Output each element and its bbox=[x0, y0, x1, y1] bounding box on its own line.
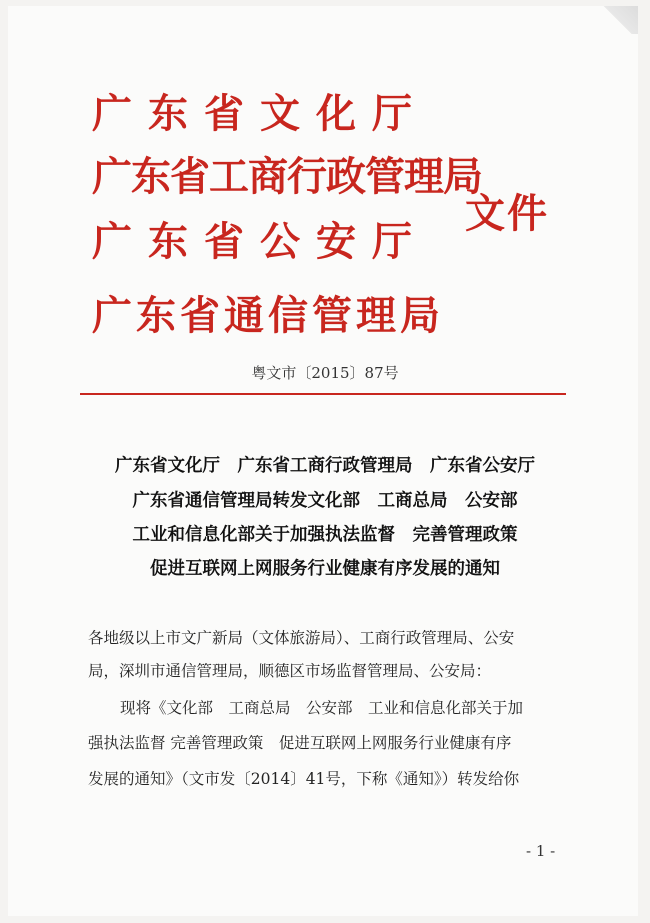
body-line-5: 发展的通知》（文市发〔2014〕41号，下称《通知》）转发给你 bbox=[88, 770, 520, 788]
body-line-3: 现将《文化部 工商总局 公安部 工业和信息化部关于加 bbox=[120, 699, 524, 717]
page-corner-fold bbox=[598, 6, 638, 34]
title-line-3: 工业和信息化部关于加强执法监督 完善管理政策 bbox=[132, 525, 518, 545]
title-line-2: 广东省通信管理局转发文化部 工商总局 公安部 bbox=[132, 491, 518, 511]
body-line-2: 局，深圳市通信管理局，顺德区市场监督管理局、公安局： bbox=[88, 662, 492, 680]
document-number: 粤文市〔2015〕87号 bbox=[251, 364, 399, 382]
issuer-industry-commerce-bureau: 广东省工商行政管理局 bbox=[92, 154, 482, 200]
issuer-public-security-department: 广东省公安厅 bbox=[92, 219, 428, 265]
document-type-label: 文件 bbox=[465, 191, 549, 237]
title-line-4: 促进互联网上网服务行业健康有序发展的通知 bbox=[150, 559, 500, 579]
red-divider-line bbox=[80, 393, 566, 395]
title-line-1: 广东省文化厅 广东省工商行政管理局 广东省公安厅 bbox=[115, 456, 535, 476]
issuer-communications-bureau: 广东省通信管理局 bbox=[92, 293, 444, 339]
body-line-1: 各地级以上市文广新局（文体旅游局）、工商行政管理局、公安 bbox=[88, 629, 515, 647]
issuer-culture-department: 广东省文化厅 bbox=[92, 91, 428, 137]
body-line-4: 强执法监督 完善管理政策 促进互联网上网服务行业健康有序 bbox=[88, 734, 512, 752]
page-number: - 1 - bbox=[526, 842, 556, 860]
